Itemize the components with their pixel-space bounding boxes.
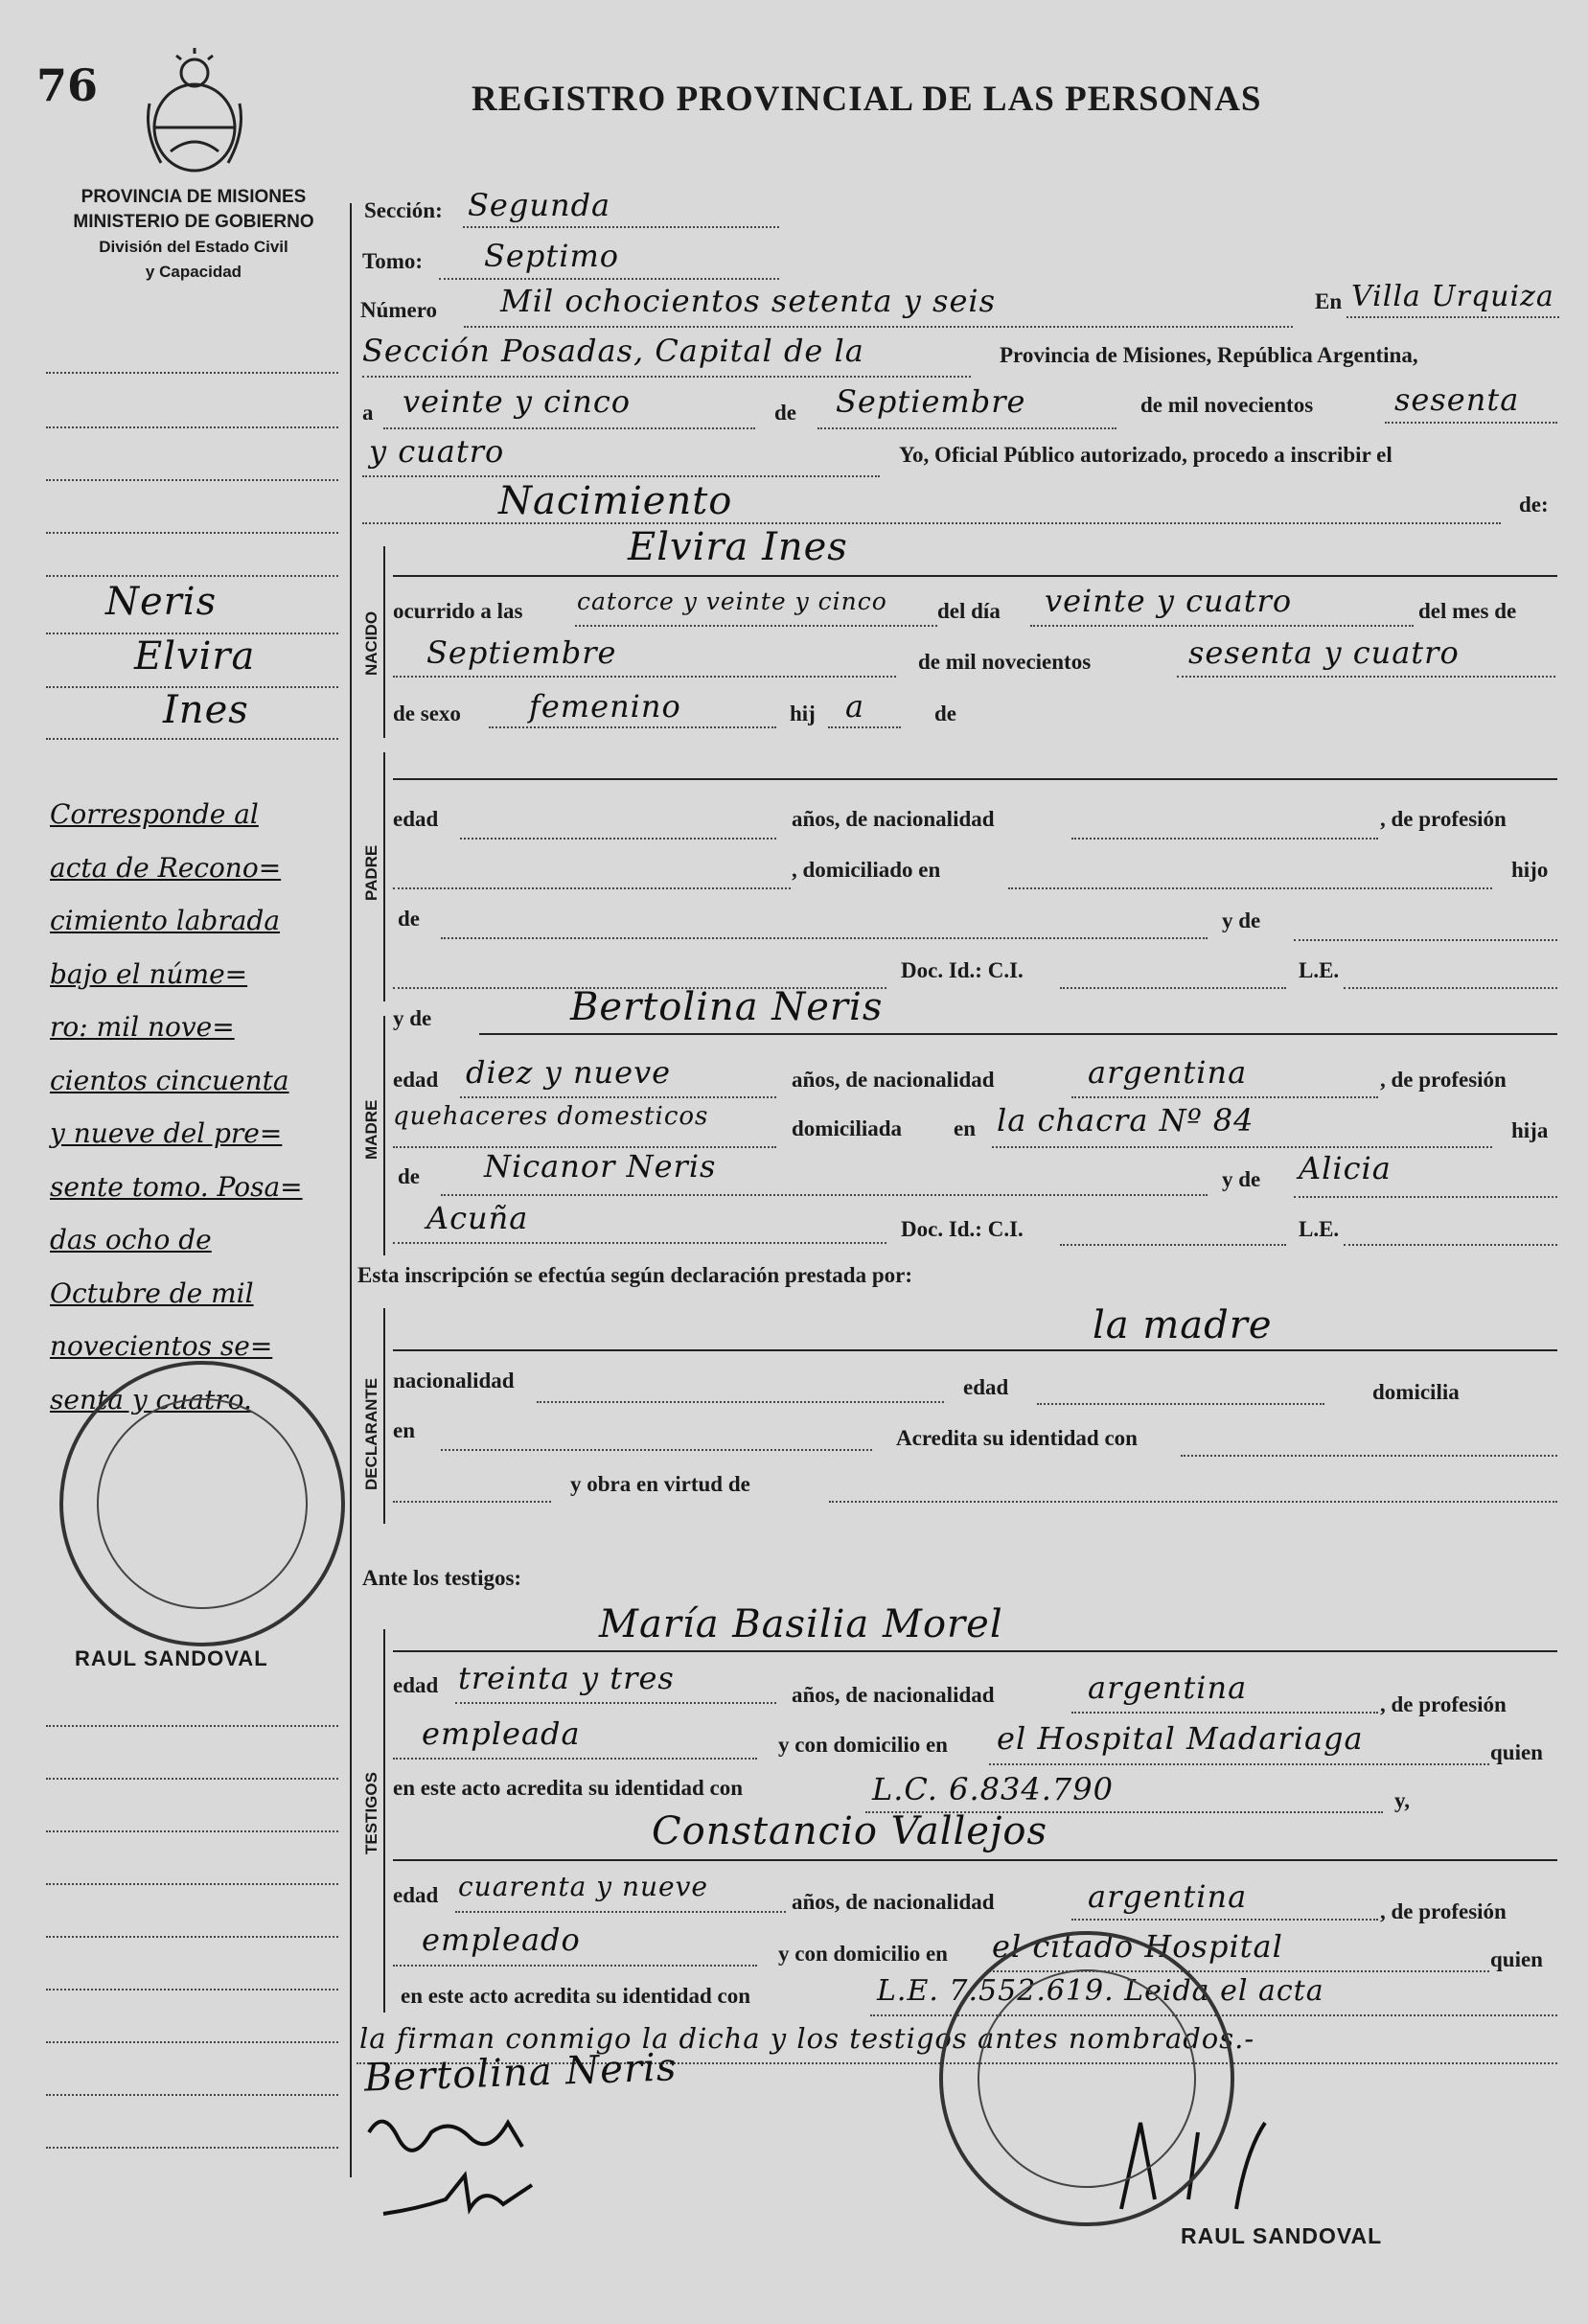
madre-de-label: de [398,1164,420,1188]
note-line: bajo el núme= [50,957,248,990]
note-line: acta de Recono= [50,851,282,884]
padre-edad-label: edad [393,807,439,831]
padre-section-label: PADRE [362,844,380,901]
testigo2-edad-value: cuarenta y nueve [458,1871,708,1902]
testigo2-quien-label: quien [1490,1947,1543,1971]
declarante-top-rule [393,1349,1557,1351]
declarante-intro: Esta inscripción se efectúa según declaración prestada por: [357,1263,913,1287]
madre-profesion-label: , de profesión [1380,1068,1507,1092]
madre-section-label: MADRE [362,1099,380,1160]
madre-madre-line-2 [393,1242,886,1244]
nacido-nombre: Elvira Ines [628,525,848,569]
declarante-en-line [441,1449,872,1451]
margin-name: Neris [105,580,218,624]
padre-profesion-label: , de profesión [1380,807,1507,831]
declarante-edad-line [1037,1403,1324,1405]
padre-de-line [441,937,1208,939]
note-line: cientos cincuenta [50,1064,289,1096]
testigo1-nombre: María Basilia Morel [599,1602,1003,1646]
tomo-line [439,278,779,280]
padre-y-de-line [1294,939,1557,941]
testigo2-nac-line [1071,1919,1378,1921]
margin-rule [46,372,338,374]
en-value: Villa Urquiza [1351,280,1554,313]
testigos-section-label: TESTIGOS [362,1772,380,1854]
lugar-value: Sección Posadas, Capital de la [362,333,864,369]
coat-of-arms-icon [142,46,247,175]
hora-line [575,625,937,627]
hora-value: catorce y veinte y cinco [577,587,887,615]
testigo2-edad-line [455,1911,786,1913]
declarante-domicilia-label: domicilia [1372,1380,1460,1404]
mes-nacido-line [393,676,896,678]
declarante-bracket [383,1308,385,1524]
nacido-bracket [383,546,385,738]
testigo2-acredita-label: en este acto acredita su identidad con [401,1984,751,2008]
acto-line [362,522,1501,524]
sexo-line [489,726,776,728]
anio-value-2: y cuatro [369,433,505,470]
margin-name: Ines [163,688,249,732]
margin-rule [46,1830,338,1832]
anio-nacido-line [1177,676,1555,678]
margin-rule [46,575,338,577]
testigo1-anos-label: años, de nacionalidad [792,1683,995,1707]
hij-value: a [845,688,865,725]
madre-padre-value: Nicanor Neris [484,1148,717,1185]
padre-anos-label: años, de nacionalidad [792,807,995,831]
testigo1-quien-label: quien [1490,1740,1543,1764]
padre-nac-line [1071,838,1378,840]
page-number: 76 [36,59,99,111]
padre-doc-line [1060,987,1286,989]
declarante-obra-label: y obra en virtud de [570,1472,750,1496]
margin-rule [46,479,338,481]
testigo2-domicilio-label: y con domicilio en [778,1942,948,1966]
del-dia-label: del día [937,599,1001,623]
sexo-value: femenino [529,688,681,725]
testigo2-anos-label: años, de nacionalidad [792,1890,995,1914]
signature-scribble-2 [379,2156,570,2233]
testigo1-acredita-label: en este acto acredita su identidad con [393,1776,744,1800]
testigo1-top-rule [393,1650,1557,1652]
de-colon: de: [1519,493,1549,517]
testigo1-y-label: y, [1394,1788,1410,1812]
padre-prof-line [393,887,791,889]
madre-nacionalidad-value: argentina [1088,1054,1248,1091]
mes-value: Septiembre [836,383,1026,420]
margin-note [50,788,347,1426]
testigo1-profesion-label: , de profesión [1380,1692,1507,1716]
de-label: de [774,401,796,425]
declarante-en-label: en [393,1418,415,1442]
padre-top-rule [393,778,1557,780]
declarante-obra-line [829,1501,1557,1503]
ocurrido-label: ocurrido a las [393,599,523,623]
padre-edad-line [460,838,776,840]
padre-dom-line [1008,887,1492,889]
padre-le-line [1344,987,1557,989]
note-line: cimiento labrada [50,905,281,936]
a-label: a [362,401,374,425]
dia-line [383,427,755,429]
margin-rule [46,426,338,428]
testigo2-top-rule [393,1859,1557,1861]
signature-mother: Bertolina Neris [363,2045,679,2101]
hij-line [828,726,901,728]
testigo2-edad-label: edad [393,1883,439,1907]
issuer-line: PROVINCIA DE MISIONES [81,187,307,207]
padre-hijo-label: hijo [1511,858,1549,882]
padre-domiciliado-label: , domiciliado en [792,858,941,882]
bottom-stamp-name: RAUL SANDOVAL [1181,2223,1383,2248]
declarante-edad-label: edad [963,1375,1009,1399]
madre-edad-line [460,1096,776,1098]
margin-rule [46,686,338,688]
testigo1-domicilio-label: y con domicilio en [778,1733,948,1757]
mes-line [817,427,1116,429]
testigo1-edad-line [455,1702,776,1704]
testigo1-nac-line [1071,1712,1378,1714]
official-seal-left [59,1361,345,1646]
madre-le-label: L.E. [1299,1217,1340,1241]
madre-madre-value-2: Acuña [426,1200,529,1236]
de-nacido-label: de [934,702,956,725]
testigo2-profesion-value: empleado [422,1921,581,1958]
lugar-line [362,376,971,378]
tomo-label: Tomo: [362,249,424,273]
declarante-section-label: DECLARANTE [362,1377,380,1490]
margin-rule [46,1725,338,1727]
madre-top-rule [479,1033,1557,1035]
testigo2-domicilio-value: el citado Hospital [992,1928,1283,1965]
page-title: REGISTRO PROVINCIAL DE LAS PERSONAS [472,80,1262,119]
declarante-obra-pre-line [393,1501,551,1503]
padre-doc-label: Doc. Id.: C.I. [901,958,1024,982]
madre-domicilio-value: la chacra Nº 84 [997,1102,1254,1139]
margin-rule [46,738,338,740]
provincia-text: Provincia de Misiones, República Argentina, [1000,343,1418,367]
testigo2-doc-value: L.E. 7.552.619. Leida el acta [877,1974,1324,2008]
mil-nacido-text: de mil novecientos [918,650,1092,674]
numero-line [464,326,1293,328]
anio-nacido-value: sesenta y cuatro [1188,634,1460,671]
seccion-line [463,226,779,228]
margin-name: Elvira [134,634,256,679]
madre-y-de2-label: y de [1222,1167,1261,1191]
declarante-nac-line [537,1401,944,1403]
yo-text: Yo, Oficial Público autorizado, procedo a inscribir el [899,443,1392,467]
note-line: novecientos se= [50,1330,273,1362]
madre-en-label: en [954,1116,976,1140]
testigo1-doc-value: L.C. 6.834.790 [872,1771,1114,1807]
margin-rule [46,1883,338,1885]
sexo-label: de sexo [393,702,461,725]
madre-dom-line [992,1146,1492,1148]
tomo-value: Septimo [484,238,620,274]
note-line: sente tomo. Posa= [50,1170,303,1203]
anio-value-1: sesenta [1394,381,1520,418]
margin-rule [46,2041,338,2043]
madre-hija-label: hija [1511,1118,1549,1142]
testigo1-edad-value: treinta y tres [458,1660,675,1696]
seccion-value: Segunda [468,187,611,223]
madre-edad-label: edad [393,1068,439,1092]
anio-line-2 [362,475,880,477]
madre-nac-line [1071,1096,1378,1098]
madre-doc-label: Doc. Id.: C.I. [901,1217,1024,1241]
madre-domiciliada-label: domiciliada [792,1116,903,1140]
madre-doc-line [1060,1244,1286,1246]
note-line: y nueve del pre= [50,1117,283,1149]
note-line: ro: mil nove= [50,1011,235,1043]
acto-value: Nacimiento [498,479,733,523]
margin-rule [46,1778,338,1780]
note-line: senta y cuatro. [50,1383,252,1415]
note-line: Octubre de mil [50,1277,254,1309]
madre-y-de-label: y de [393,1006,432,1030]
testigos-bracket [383,1629,385,2013]
official-seal-right [939,1931,1234,2226]
nacido-top-rule [393,575,1557,577]
hij-label: hij [790,702,816,725]
testigo2-nacionalidad-value: argentina [1088,1878,1248,1915]
numero-value: Mil ochocientos setenta y seis [500,283,997,319]
del-mes-label: del mes de [1418,599,1517,623]
declarante-nacionalidad-label: nacionalidad [393,1369,515,1392]
testigo1-edad-label: edad [393,1673,439,1697]
margin-rule [46,1936,338,1938]
anio-line-1 [1385,422,1557,424]
declarante-acredita-label: Acredita su identidad con [896,1426,1138,1450]
nacido-section-label: NACIDO [362,610,380,676]
padre-le-label: L.E. [1299,958,1340,982]
numero-label: Número [360,298,438,322]
mes-nacido-value: Septiembre [426,634,617,671]
issuer-line: y Capacidad [145,263,242,281]
margin-rule [46,2147,338,2149]
margin-stamp-name: RAUL SANDOVAL [75,1646,268,1670]
issuer-block [50,185,337,285]
testigo2-nombre: Constancio Vallejos [652,1809,1047,1853]
testigo1-domicilio-value: el Hospital Madariaga [997,1720,1364,1757]
mil-text: de mil novecientos [1140,393,1314,417]
madre-bracket [383,1016,385,1255]
note-line: Corresponde al [50,798,259,830]
margin-rule [46,633,338,634]
closing-text: la firman conmigo la dicha y los testigos antes nombrados.- [359,2022,1255,2055]
padre-y-de-label: y de [1222,909,1261,932]
madre-nombre: Bertolina Neris [570,985,884,1029]
padre-bracket [383,752,385,1001]
testigo1-prof-line [393,1758,757,1760]
declarante-acredita-line [1181,1455,1557,1457]
madre-madre-line [1294,1196,1557,1198]
margin-rule [46,1989,338,1990]
madre-profesion-value: quehaceres domesticos [393,1102,709,1131]
madre-madre-value-1: Alicia [1299,1150,1392,1186]
dia-nacido-value: veinte y cuatro [1045,583,1293,619]
testigo2-prof-line [393,1965,757,1967]
declarante-value: la madre [1093,1303,1273,1347]
en-label: En [1315,289,1343,313]
note-line: das ocho de [50,1224,212,1255]
issuer-line: MINISTERIO DE GOBIERNO [73,212,314,232]
testigo2-profesion-label: , de profesión [1380,1899,1507,1923]
column-divider [350,203,352,2177]
margin-rule [46,2094,338,2096]
testigo1-dom-line [989,1763,1489,1765]
dia-nacido-line [1030,625,1414,627]
madre-edad-value: diez y nueve [466,1054,672,1091]
madre-padre-line [441,1194,1208,1196]
testigo1-profesion-value: empleada [422,1715,581,1752]
margin-rule [46,532,338,534]
seccion-label: Sección: [364,198,443,222]
issuer-line: División del Estado Civil [99,238,288,256]
madre-le-line [1344,1244,1557,1246]
dia-value: veinte y cinco [403,383,632,420]
madre-anos-label: años, de nacionalidad [792,1068,995,1092]
testigos-intro: Ante los testigos: [362,1566,522,1590]
testigo1-nacionalidad-value: argentina [1088,1669,1248,1706]
en-line [1346,316,1559,318]
padre-de-label: de [398,907,420,931]
